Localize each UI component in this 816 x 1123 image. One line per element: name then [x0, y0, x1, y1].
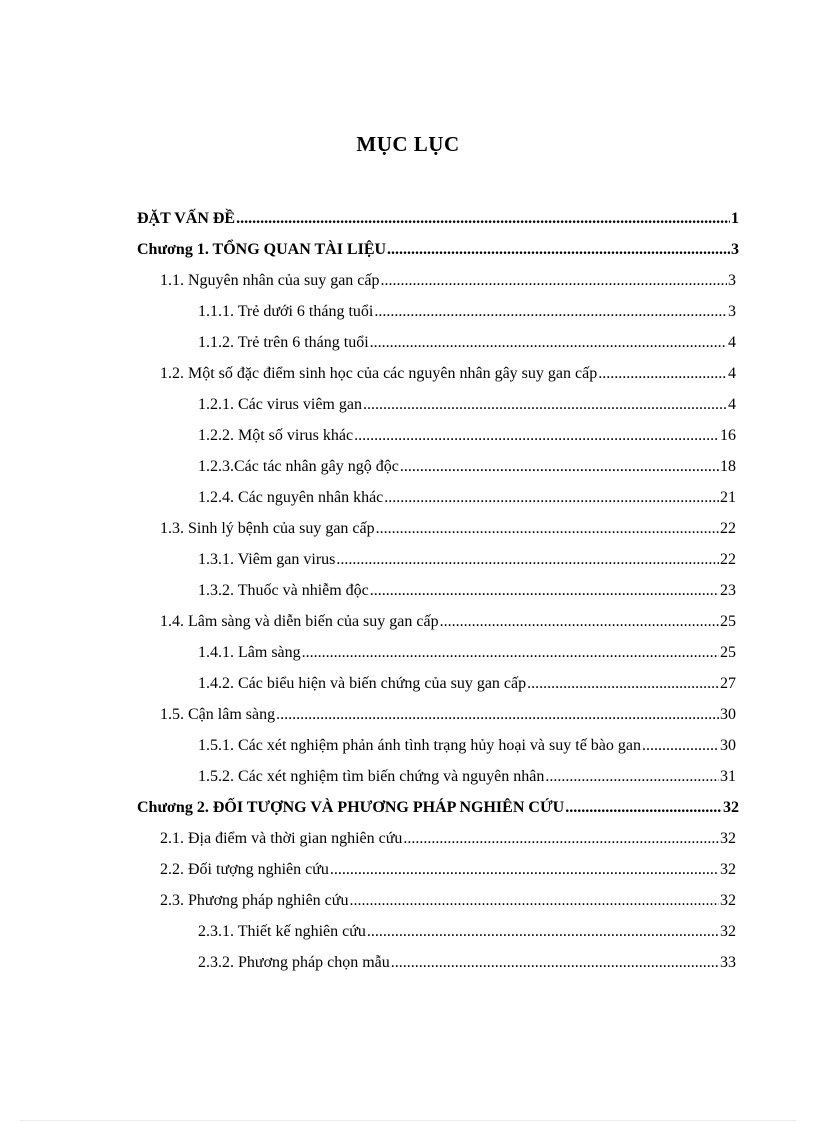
toc-subsection-entry[interactable] [0, 575, 736, 606]
toc-dot-leader [276, 699, 719, 730]
toc-page-number: 25 [720, 613, 736, 631]
toc-dot-leader [354, 420, 719, 451]
page-title: MỤC LỤC [356, 132, 460, 156]
toc-page-number: 4 [728, 334, 736, 352]
toc-page-number: 21 [720, 489, 736, 507]
toc-chapter-entry[interactable] [0, 203, 739, 234]
toc-chapter-entry[interactable] [0, 234, 739, 265]
toc-page-number: 4 [728, 365, 736, 383]
toc-entry-title: 1.1. Nguyên nhân của suy gan cấp [160, 272, 380, 290]
toc-subsection-entry[interactable] [0, 947, 736, 978]
toc-page-number: 23 [720, 582, 736, 600]
toc-dot-leader [527, 668, 719, 699]
toc-entry-title: 2.3.2. Phương pháp chọn mẫu [198, 954, 390, 972]
toc-section-entry[interactable] [0, 358, 736, 389]
toc-page-number: 16 [720, 427, 736, 445]
toc-dot-leader [545, 761, 719, 792]
toc-entry-title: 1.5.2. Các xét nghiệm tìm biến chứng và nguyên nhân [198, 768, 545, 786]
toc-dot-leader [236, 203, 730, 234]
toc-section-entry[interactable] [0, 854, 736, 885]
toc-dot-leader [336, 544, 719, 575]
toc-section-entry[interactable] [0, 513, 736, 544]
toc-subsection-entry[interactable] [0, 296, 736, 327]
toc-dot-leader [400, 451, 719, 482]
toc-page-number: 32 [723, 799, 739, 817]
toc-entry-title: Chương 1. TỔNG QUAN TÀI LIỆU [137, 241, 387, 259]
toc-page-number: 31 [720, 768, 736, 786]
toc-dot-leader [302, 637, 719, 668]
toc-entry-title: 2.3. Phương pháp nghiên cứu [160, 892, 349, 910]
toc-dot-leader [384, 482, 719, 513]
toc-entry-title: Chương 2. ĐỐI TƯỢNG VÀ PHƯƠNG PHÁP NGHIÊN CỨU [137, 799, 565, 817]
toc-subsection-entry[interactable] [0, 637, 736, 668]
toc-entry-title: 1.2.1. Các virus viêm gan [198, 396, 362, 414]
toc-page-number: 27 [720, 675, 736, 693]
toc-subsection-entry[interactable] [0, 327, 736, 358]
toc-page-number: 33 [720, 954, 736, 972]
toc-entry-title: 1.1.2. Trẻ trên 6 tháng tuổi [198, 334, 369, 352]
toc-entry-title: 1.2.4. Các nguyên nhân khác [198, 489, 384, 507]
toc-subsection-entry[interactable] [0, 544, 736, 575]
toc-subsection-entry[interactable] [0, 482, 736, 513]
toc-entry-title: 1.4.1. Lâm sàng [198, 644, 301, 662]
toc-entry-title: 2.1. Địa điểm và thời gian nghiên cứu [160, 830, 403, 848]
toc-page-number: 30 [720, 706, 736, 724]
toc-entry-title: 1.3. Sinh lý bệnh của suy gan cấp [160, 520, 375, 538]
toc-entry-title: 1.5. Cận lâm sàng [160, 706, 276, 724]
toc-section-entry[interactable] [0, 606, 736, 637]
toc-page-number: 3 [731, 241, 739, 259]
toc-page-number: 32 [720, 892, 736, 910]
toc-entry-title: 1.4.2. Các biểu hiện và biến chứng của suy gan cấp [198, 675, 527, 693]
toc-entry-title: 1.4. Lâm sàng và diễn biến của suy gan cấp [160, 613, 439, 631]
toc-dot-leader [330, 854, 719, 885]
toc-section-entry[interactable] [0, 885, 736, 916]
toc-section-entry[interactable] [0, 265, 736, 296]
toc-dot-leader [370, 327, 727, 358]
toc-dot-leader [367, 916, 719, 947]
toc-dot-leader [565, 792, 722, 823]
toc-dot-leader [642, 730, 719, 761]
toc-entry-title: 1.1.1. Trẻ dưới 6 tháng tuổi [198, 303, 374, 321]
toc-chapter-entry[interactable] [0, 792, 739, 823]
toc-dot-leader [391, 947, 719, 978]
toc-page-number: 4 [728, 396, 736, 414]
toc-page-number: 22 [720, 551, 736, 569]
toc-page-number: 25 [720, 644, 736, 662]
toc-entry-title: 1.2.3.Các tác nhân gây ngộ độc [198, 458, 399, 476]
toc-entry-title: 1.3.1. Viêm gan virus [198, 551, 336, 569]
toc-entry-title: 1.3.2. Thuốc và nhiễm độc [198, 582, 369, 600]
toc-subsection-entry[interactable] [0, 730, 736, 761]
toc-page-number: 1 [731, 210, 739, 227]
toc-entry-title: 2.3.1. Thiết kế nghiên cứu [198, 923, 366, 941]
toc-entry-title: ĐẶT VẤN ĐỀ [137, 210, 236, 227]
page-bottom-divider [20, 1120, 796, 1121]
table-of-contents [0, 203, 816, 978]
toc-dot-leader [403, 823, 719, 854]
toc-subsection-entry[interactable] [0, 668, 736, 699]
toc-dot-leader [374, 296, 727, 327]
toc-section-entry[interactable] [0, 699, 736, 730]
toc-subsection-entry[interactable] [0, 916, 736, 947]
toc-dot-leader [381, 265, 728, 296]
toc-entry-title: 2.2. Đối tượng nghiên cứu [160, 861, 329, 879]
toc-page-number: 30 [720, 737, 736, 755]
toc-subsection-entry[interactable] [0, 389, 736, 420]
toc-page-number: 22 [720, 520, 736, 538]
toc-page-number: 32 [720, 923, 736, 941]
toc-subsection-entry[interactable] [0, 451, 736, 482]
toc-dot-leader [598, 358, 727, 389]
toc-page-number: 32 [720, 830, 736, 848]
toc-entry-title: 1.2.2. Một số virus khác [198, 427, 354, 445]
toc-dot-leader [363, 389, 727, 420]
toc-subsection-entry[interactable] [0, 420, 736, 451]
toc-subsection-entry[interactable] [0, 761, 736, 792]
toc-section-entry[interactable] [0, 823, 736, 854]
toc-page-number: 18 [720, 458, 736, 476]
toc-page-number: 32 [720, 861, 736, 879]
toc-page-number: 3 [728, 303, 736, 321]
toc-dot-leader [349, 885, 719, 916]
toc-dot-leader [440, 606, 719, 637]
toc-dot-leader [387, 234, 730, 265]
toc-entry-title: 1.5.1. Các xét nghiệm phản ánh tình trạng hủy hoại và suy tế bào gan [198, 737, 642, 755]
toc-entry-title: 1.2. Một số đặc điểm sinh học của các nguyên nhân gây suy gan cấp [160, 365, 598, 383]
toc-dot-leader [370, 575, 719, 606]
toc-dot-leader [376, 513, 719, 544]
toc-page-number: 3 [728, 272, 736, 290]
